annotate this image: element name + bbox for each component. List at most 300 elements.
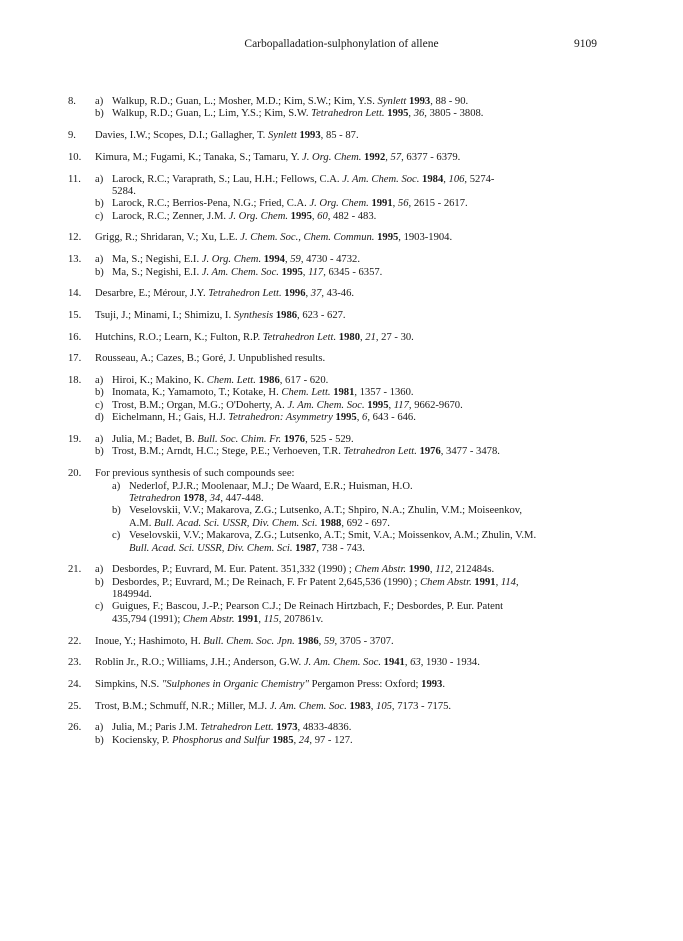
text-span: , 692 - 697. [341,517,390,529]
text-span: , 3477 - 3478. [440,446,500,458]
italic-span: Tetrahedron Lett. [200,722,274,734]
text-span: , 6345 - 6357. [323,266,383,278]
citation-line [112,96,608,108]
reference-body [95,174,608,224]
text-span: Ma, S.; Negishi, E.I. [112,266,202,278]
reference-body [95,657,608,669]
citation [95,152,608,164]
italic-span: Synlett [377,96,407,107]
text-span: Pergamon Press: Oxford; [308,678,422,690]
reference-number: 9. [68,130,76,142]
italic-span: J. Org. Chem. [309,198,369,210]
text-span: Kociensky, P. [112,734,172,746]
citation-label: a) [95,96,104,107]
citation [95,446,608,458]
citation [95,701,608,713]
reference-number: 10. [68,151,82,163]
text-span: Julia, M.; Paris J.M. [112,722,201,734]
reference-number: 15. [68,309,82,321]
reference-number: 23. [68,657,82,669]
citation-text [95,636,608,648]
text-span: , 1930 - 1934. [420,657,480,669]
italic-span: 36 [413,108,425,120]
citation-line [112,412,608,424]
citation-text [112,735,608,747]
reference-number: 18. [68,375,82,387]
reference-number: 13. [68,254,82,266]
citation-text [129,530,608,555]
citation-label: b) [95,108,104,120]
text-span: , [495,576,501,588]
citation-line [95,130,608,142]
reference-body [95,434,608,459]
citation-line [112,375,608,387]
reference-body [95,701,608,713]
reference-entry [68,468,608,555]
reference-number: 11. [68,173,81,185]
citation-line [112,174,608,186]
citation-text [95,130,608,142]
citation-label: a) [95,254,104,266]
citation-line [112,254,608,266]
italic-span: 117 [308,266,324,278]
reference-number: 21. [68,564,82,576]
text-span: Hiroi, K.; Makino, K. [112,375,207,387]
text-span: Ma, S.; Negishi, E.I. [112,254,202,266]
text-span: , 97 - 127. [309,734,353,746]
citation-label: d) [95,412,104,424]
citation-line [95,636,608,648]
text-span: Roblin Jr., R.O.; Williams, J.H.; Anderson, G.W. [95,657,304,669]
bold-span: 1995 [290,210,312,222]
italic-span: Chem Abstr. [354,564,407,576]
italic-span: J. Am. Chem. Soc. [342,173,420,185]
text-span: Hutchins, R.O.; Learn, K.; Fulton, R.P. [95,331,263,343]
italic-span: Chem Abstr. [182,613,235,625]
italic-span: Tetrahedron Lett. [208,288,282,300]
italic-span: Synlett [267,130,297,142]
text-span: Trost, B.M.; Organ, M.G.; O'Doherty, A. [112,399,288,411]
italic-span: Bull. Acad. Sci. USSR, Div. Chem. Sci. [129,542,293,554]
citation-line [129,505,608,517]
citation [95,96,608,108]
citation [95,530,608,555]
citation [95,254,608,266]
text-span: , 6377 - 6379. [401,151,461,163]
citation-continuation [129,493,608,505]
reference-number: 19. [68,433,82,445]
text-span: , 85 - 87. [320,130,359,142]
citation-text [129,505,608,530]
reference-entry [68,152,608,164]
text-span: , 1903-1904. [398,232,453,244]
italic-span: Chem. Lett. [281,387,331,399]
citation-continuation [129,543,608,555]
text-span: Rousseau, A.; Cazes, B.; Goré, J. Unpublished results. [95,353,326,365]
bold-span: 1973 [276,722,298,734]
text-span: , 88 - 90. [430,96,469,107]
citation-line [95,288,608,300]
citation-text [112,577,608,602]
bold-span: 1995 [335,412,357,424]
reference-body [95,564,608,626]
citation-text [112,564,608,576]
citation-line [112,735,608,747]
citation-line [112,198,608,210]
reference-body [95,332,608,344]
bold-span: 1995 [367,399,389,411]
reference-body [95,353,608,365]
page-number: 9109 [574,38,597,50]
reference-entry [68,701,608,713]
text-span: Desbordes, P.; Euvrard, M. Eur. Patent. 351,332 (1990) ; [112,564,355,576]
reference-number: 25. [68,700,82,712]
bold-span: 1995 [377,232,399,244]
reference-body [95,468,608,555]
text-span: , 27 - 30. [375,331,414,343]
citation-continuation [129,518,608,530]
italic-span: 59 [290,254,301,266]
reference-number: 14. [68,288,82,300]
bold-span: 1993 [299,130,321,142]
italic-span: Chem. Lett. [206,375,256,387]
text-span: Julia, M.; Badet, B. [112,433,198,445]
citation [95,481,608,506]
reference-entry [68,254,608,279]
italic-span: J. Org. Chem. [228,210,289,222]
citation-text [112,198,608,210]
italic-span: 60 [317,210,328,222]
citation-label: a) [95,173,104,185]
citation-text [95,701,608,713]
citation-label: c) [95,601,104,613]
citation-continuation [112,614,608,626]
citation-text [95,679,608,691]
citation-text [112,96,608,108]
italic-span: 57 [390,151,402,163]
text-span: Desarbre, E.; Mérour, J.Y. [95,288,209,300]
reference-body [95,636,608,648]
citation-line [112,108,608,120]
running-title: Carbopalladation-sulphonylation of allene [244,38,439,50]
citation-text [112,412,608,424]
text-span: , 525 - 529. [305,433,354,445]
citation-label: c) [112,530,121,542]
italic-span: J. Am. Chem. Soc. [287,399,365,411]
text-span: Grigg, R.; Shridaran, V.; Xu, L.E. [95,232,241,244]
reference-body [95,152,608,164]
citation-line [95,353,608,365]
text-span: Walkup, R.D.; Guan, L.; Mosher, M.D.; Kim, S.W.; Kim, Y.S. [112,96,378,107]
reference-body [95,254,608,279]
reference-body [95,679,608,691]
italic-span: J. Am. Chem. Soc. [303,657,381,669]
citation-line [95,679,608,691]
citation-text [95,288,608,300]
bold-span: 1991 [474,576,496,588]
italic-span: 24 [298,734,310,746]
citation-label: b) [95,446,104,458]
reference-number: 26. [68,722,82,734]
reference-number: 12. [68,232,82,244]
citation-label: b) [95,198,104,210]
citation [95,267,608,279]
citation-label: b) [95,734,104,746]
text-span: , 617 - 620. [279,375,329,387]
bold-span: 1991 [371,198,393,210]
bold-span: 1990 [408,564,430,576]
citation-line [129,530,608,542]
reference-entry [68,722,608,747]
citation-text [112,174,608,199]
text-span: Davies, I.W.; Scopes, D.I.; Gallagher, T. [95,130,268,142]
text-span: , 9662-9670. [408,399,463,411]
bold-span: 1978 [183,492,205,504]
bold-span: 1981 [333,387,355,399]
citation-text [112,722,608,734]
italic-span: Synthesis [233,309,274,321]
bold-span: 1996 [284,288,306,300]
text-span: Trost, B.M.; Schmuff, N.R.; Miller, M.J. [95,700,270,712]
citation-label: a) [95,564,104,576]
text-span: , [302,266,309,278]
bold-span: 1993 [421,678,443,690]
reference-number: 24. [68,678,82,690]
citation-line [112,434,608,446]
bold-span: 1995 [387,108,409,120]
italic-span: Tetrahedron: Asymmetry [228,412,333,424]
citation-line [112,267,608,279]
citation-text [112,108,608,120]
reference-entry [68,96,608,121]
text-span: , 4730 - 4732. [300,254,360,266]
italic-span: J. Am. Chem. Soc. [201,266,279,278]
text-span: , 207861v. [278,613,324,625]
reference-entry [68,434,608,459]
italic-span: 106 [448,173,465,185]
citation [95,636,608,648]
citation [95,211,608,223]
text-span: Simpkins, N.S. [95,678,162,690]
reference-number: 16. [68,331,82,343]
italic-span: Phosphorus and Sulfur [171,734,270,746]
citation-label: a) [112,480,121,492]
text-span: Guigues, F.; Bascou, J.-P.; Pearson C.J.; De Reinach Hirtzbach, F.; Desbordes, P. Eur. Patent [112,601,504,613]
citation [95,353,608,365]
reference-body [95,232,608,244]
citation [95,108,608,120]
reference-number: 22. [68,635,82,647]
italic-span: J. Chem. Soc., Chem. Commun. [240,232,375,244]
italic-span: J. Org. Chem. [201,254,262,266]
citation-text [112,601,608,626]
text-span: Desbordes, P.; Euvrard, M.; De Reinach, F. Fr Patent 2,645,536 (1990) ; [112,576,421,588]
citation-line [95,310,608,322]
italic-span: 21 [365,331,376,343]
text-span: , [404,657,411,669]
citation-text [112,254,608,266]
reference-entry [68,130,608,142]
reference-entry [68,232,608,244]
reference-entry [68,288,608,300]
bold-span: 1992 [364,151,386,163]
text-span: A.M. [129,517,155,529]
citation-text [95,310,608,322]
text-span: Nederlof, P.J.R.; Moolenaar, M.J.; De Waard, E.R.; Huisman, H.O. [129,480,413,492]
citation-line [95,232,608,244]
italic-span: 34 [209,492,221,504]
citation-line [112,722,608,734]
citation-line [95,152,608,164]
text-span: , 623 - 627. [297,309,346,321]
text-span: , 1357 - 1360. [354,387,414,399]
citation [95,564,608,576]
reference-entry [68,174,608,224]
text-span: Larock, R.C.; Varaprath, S.; Lau, H.H.; Fellows, C.A. [112,173,343,185]
text-span: , 3805 - 3808. [424,108,484,120]
citation-continuation: 5284. [112,185,136,197]
italic-span: J. Am. Chem. Soc. [269,700,347,712]
citation-text [112,211,608,223]
italic-span: 117 [393,399,409,411]
citation [95,679,608,691]
italic-span: Tetrahedron Lett. [262,331,337,343]
text-span: , 3705 - 3707. [334,635,394,647]
citation [95,198,608,210]
citation [95,232,608,244]
text-span: , 447-448. [220,492,264,504]
citation-label: b) [95,266,104,278]
italic-span: Tetrahedron Lett. [311,108,385,120]
bold-span: 1941 [383,657,405,669]
citation-text [95,232,608,244]
reference-body [95,310,608,322]
reference-entry [68,310,608,322]
text-span: , [293,734,299,746]
text-span: , [370,700,377,712]
text-span: , [515,576,519,588]
reference-intro: For previous synthesis of such compounds see: [95,468,295,480]
reference-list [68,96,608,756]
citation-label: b) [95,387,104,399]
citation-text [112,400,608,412]
text-span: , 43-46. [321,288,355,300]
text-span: Walkup, R.D.; Guan, L.; Lim, Y.S.; Kim, S.W. [112,108,312,120]
text-span: Larock, R.C.; Berrios-Pena, N.G.; Fried, C.A. [112,198,310,210]
reference-body [95,375,608,425]
citation [95,375,608,387]
text-span: Kimura, M.; Fugami, K.; Tanaka, S.; Tamaru, Y. [95,151,303,163]
italic-span: 115 [263,613,279,625]
text-span: , 212484s. [450,564,495,576]
italic-span: Tetrahedron [129,492,181,504]
citation-line [95,701,608,713]
citation-text [95,332,608,344]
reference-entry [68,564,608,626]
italic-span: "Sulphones in Organic Chemistry" [161,678,309,690]
text-span: , [284,254,291,266]
italic-span: Bull. Acad. Sci. USSR, Div. Chem. Sci. [154,517,318,529]
reference-body [95,288,608,300]
bold-span: 1980 [338,331,360,343]
citation [95,387,608,399]
text-span: Larock, R.C.; Zenner, J.M. [112,210,229,222]
bold-span: 1976 [283,433,306,445]
reference-number: 20. [68,468,82,480]
reference-number: 8. [68,96,76,107]
bold-span: 1995 [281,266,303,278]
text-span: , 643 - 646. [367,412,416,424]
text-span: , [318,635,324,647]
text-span: , 5274- [464,173,495,185]
citation-label: b) [95,576,104,588]
bold-span: 1986 [297,635,319,647]
citation-line [112,446,608,458]
bold-span: 1986 [275,309,298,321]
bold-span: 1987 [295,542,317,554]
text-span: Inomata, K.; Yamamoto, T.; Kotake, H. [112,387,282,399]
bold-span: 1984 [422,173,444,185]
citation [95,332,608,344]
citation-text [112,434,608,446]
citation-line [112,211,608,223]
bold-span: 1983 [349,700,371,712]
citation-text [112,387,608,399]
reference-entry [68,657,608,669]
citation-text [95,657,608,669]
italic-span: 114 [500,576,516,588]
citation-label: b) [112,505,121,517]
text-span: , 738 - 743. [316,542,365,554]
text-span: . [442,678,445,690]
italic-span: 56 [397,198,409,210]
citation [95,735,608,747]
citation-line [112,387,608,399]
citation-continuation: 184994d. [112,589,152,601]
text-span: , 482 - 483. [327,210,377,222]
citation-label: c) [95,399,104,411]
italic-span: 59 [323,635,335,647]
italic-span: J. Org. Chem. [302,151,362,163]
text-span: , [408,108,414,120]
citation [95,601,608,626]
bold-span: 1993 [409,96,431,107]
italic-span: Bull. Chem. Soc. Jpn. [203,635,295,647]
citation [95,130,608,142]
citation [95,577,608,602]
reference-entry [68,636,608,648]
text-span: , [356,412,363,424]
reference-entry [68,679,608,691]
text-span: , [305,288,311,300]
citation [95,400,608,412]
bold-span: 1994 [263,254,285,266]
text-span: , [388,399,394,411]
italic-span: 63 [410,657,421,669]
text-span: , [311,210,318,222]
reference-entry [68,332,608,344]
bold-span: 1985 [272,734,294,746]
text-span: , 4833-4836. [297,722,352,734]
reference-entry [68,375,608,425]
text-span: , [204,492,210,504]
citation-label: c) [95,210,104,222]
text-span: , [359,331,366,343]
citation [95,288,608,300]
page-header [0,38,683,54]
italic-span: 112 [435,564,451,576]
citation [95,505,608,530]
